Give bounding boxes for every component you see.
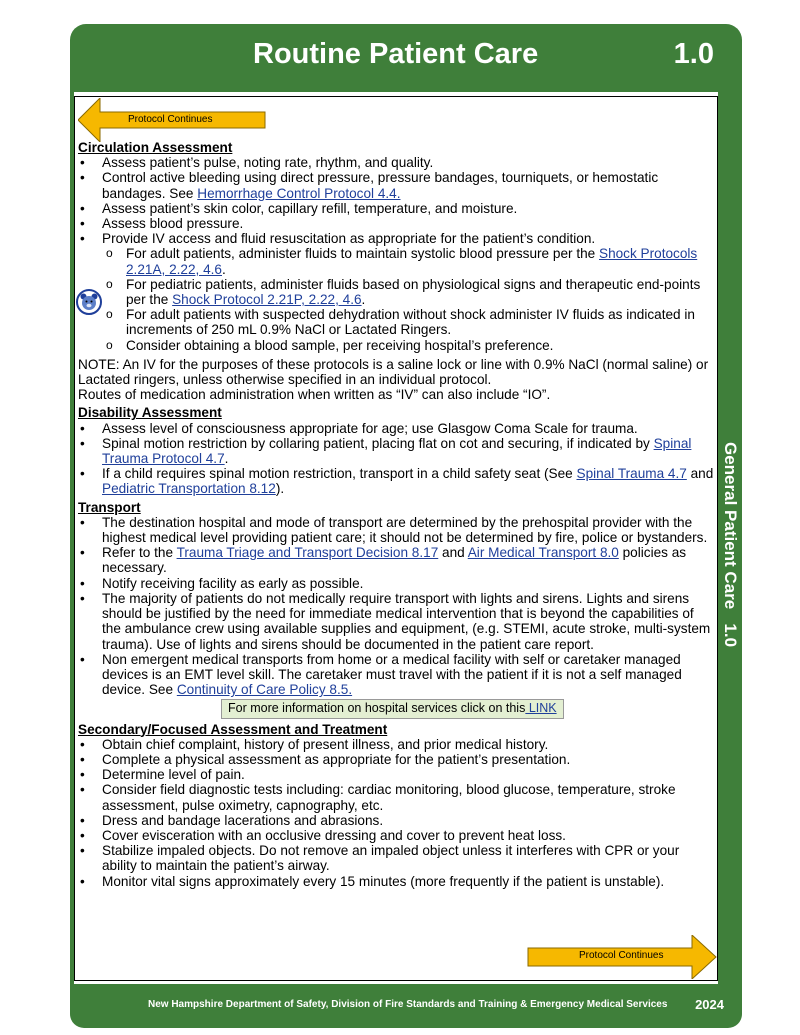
list-item bbox=[78, 231, 714, 353]
list-item: • The majority of patients do not medically require transport with lights and sirens. Lights and sirens should be justified by the need for immediate medical intervention that is beyond the capabilities of the ambulance crew using available supplies and equipment, (e.g. STEMI, acute stroke, multi-system trauma). Use of lights and sirens should be documented in the patient care report. bbox=[78, 591, 714, 652]
list-item: • Spinal motion restriction by collaring patient, placing flat on cot and securing, if indicated by Spinal Trauma Protocol 4.7. bbox=[78, 436, 714, 466]
list-item: • Assess blood pressure. bbox=[78, 216, 714, 231]
sub-item: o For adult patients with suspected dehydration without shock administer IV fluids as indicated in increments of 250 mL 0.9% NaCl or Lactated Ringers. bbox=[102, 307, 714, 337]
list-item-text: Refer to the bbox=[102, 545, 177, 561]
sub-item: o For adult patients, administer fluids to maintain systolic blood pressure per the Shock Protocols 2.21A, 2.22, 4.6. bbox=[102, 246, 714, 276]
air-medical-transport-link[interactable]: Air Medical Transport 8.0 bbox=[467, 545, 619, 561]
list-item: • Stabilize impaled objects. Do not remove an impaled object unless it interferes with CPR or your ability to maintain the patient’s airway. bbox=[78, 843, 714, 873]
side-section-title: General Patient Care 1.0 bbox=[721, 442, 740, 648]
list-item-text: and bbox=[438, 545, 468, 561]
hemorrhage-control-link[interactable]: Hemorrhage Control Protocol 4.4. bbox=[197, 185, 401, 201]
hospital-info-box bbox=[221, 699, 564, 718]
pediatric-shock-protocol-link[interactable]: Shock Protocol 2.21P, 2.22, 4.6 bbox=[172, 292, 362, 308]
footer-year: 2024 bbox=[695, 997, 724, 1012]
list-item: • Complete a physical assessment as appropriate for the patient’s presentation. bbox=[78, 752, 714, 767]
shock-protocols-link[interactable]: Shock Protocols 2.21A, 2.22, 4.6 bbox=[126, 246, 698, 277]
spinal-trauma-protocol-link[interactable]: Spinal Trauma Protocol 4.7 bbox=[102, 435, 692, 467]
list-item bbox=[78, 466, 714, 496]
list-item-text: Spinal motion restriction by collaring patient, placing flat on cot and securing, if indicated by bbox=[102, 435, 654, 451]
sub-item-text: For pediatric patients, administer fluids based on physiological signs and therapeutic end-points per the bbox=[126, 276, 701, 308]
list-item-text: and bbox=[686, 466, 714, 482]
list-item-text: policies as necessary. bbox=[102, 545, 687, 576]
list-item-text: Non emergent medical transports from home or a medical facility with self or caretaker managed devices is an EMT level skill. The caretaker must travel with the patient if it is not a self managed device. See bbox=[102, 651, 682, 698]
list-item: • Cover evisceration with an occlusive dressing and cover to prevent heat loss. bbox=[78, 828, 714, 843]
protocol-continues-back-arrow[interactable] bbox=[78, 98, 266, 142]
continuity-of-care-link[interactable]: Continuity of Care Policy 8.5. bbox=[176, 682, 353, 698]
hospital-services-link[interactable]: LINK bbox=[525, 701, 557, 716]
list-item: • Dress and bandage lacerations and abrasions. bbox=[78, 813, 714, 828]
transport-title: Transport bbox=[78, 499, 141, 515]
list-item-text: Provide IV access and fluid resuscitation as appropriate for the patient’s condition. bbox=[102, 231, 596, 247]
note-line: Routes of medication administration when written as “IV” can also include “IO”. bbox=[78, 387, 551, 403]
page-footer bbox=[70, 984, 742, 1028]
iv-sublist bbox=[102, 246, 714, 352]
secondary-list bbox=[78, 737, 714, 889]
note-line: NOTE: An IV for the purposes of these protocols is a saline lock or line with 0.9% NaCl (normal saline) or Lactated ringers, unless otherwise specified in an individual protocol. bbox=[78, 356, 709, 388]
info-text: For more information on hospital services click on this bbox=[228, 701, 526, 716]
page-header bbox=[70, 24, 742, 92]
secondary-title: Secondary/Focused Assessment and Treatment bbox=[78, 721, 388, 737]
spinal-trauma-link[interactable]: Spinal Trauma 4.7 bbox=[576, 466, 687, 482]
trauma-triage-link[interactable]: Trauma Triage and Transport Decision 8.17 bbox=[176, 545, 439, 561]
list-item: • Assess patient’s skin color, capillary refill, temperature, and moisture. bbox=[78, 201, 714, 216]
list-item bbox=[78, 652, 714, 698]
list-item-text: If a child requires spinal motion restriction, transport in a child safety seat (See bbox=[102, 466, 577, 482]
transport-list bbox=[78, 515, 714, 697]
list-item: • Assess level of consciousness appropriate for age; use Glasgow Coma Scale for trauma. bbox=[78, 421, 714, 436]
list-item: • Consider field diagnostic tests including: cardiac monitoring, blood glucose, temperature, stroke assessment, pulse oximetry, capnography, etc. bbox=[78, 782, 714, 812]
protocol-continues-next-arrow[interactable] bbox=[527, 935, 717, 979]
sub-item: o Consider obtaining a blood sample, per receiving hospital’s preference. bbox=[102, 338, 714, 353]
protocol-continues-label: Protocol Continues bbox=[579, 950, 664, 961]
protocol-content bbox=[78, 140, 714, 889]
list-item-text: Control active bleeding using direct pressure, pressure bandages, tourniquets, or hemostatic bandages. See bbox=[102, 170, 659, 201]
list-item: • Determine level of pain. bbox=[78, 767, 714, 782]
circulation-list bbox=[78, 155, 714, 353]
list-item: • Notify receiving facility as early as possible. bbox=[78, 576, 714, 591]
list-item bbox=[78, 170, 714, 200]
protocol-continues-label: Protocol Continues bbox=[128, 114, 213, 125]
list-item: • The destination hospital and mode of transport are determined by the prehospital provider with the highest medical level providing patient care; it should not be determined by fire, police or bystanders. bbox=[78, 515, 714, 545]
disability-list bbox=[78, 421, 714, 497]
page-title: Routine Patient Care bbox=[253, 38, 539, 70]
circulation-title: Circulation Assessment bbox=[78, 140, 233, 155]
list-item bbox=[78, 545, 714, 575]
sub-item-text: For adult patients, administer fluids to maintain systolic blood pressure per the bbox=[126, 246, 599, 262]
list-item: • Monitor vital signs approximately every 15 minutes (more frequently if the patient is unstable). bbox=[78, 874, 714, 889]
disability-title: Disability Assessment bbox=[78, 405, 222, 421]
list-item: • Assess patient’s pulse, noting rate, rhythm, and quality. bbox=[78, 155, 714, 170]
protocol-number: 1.0 bbox=[673, 38, 714, 70]
pediatric-transportation-link[interactable]: Pediatric Transportation 8.12 bbox=[102, 481, 276, 497]
footer-organization: New Hampshire Department of Safety, Division of Fire Standards and Training & Emergency Medical Services bbox=[148, 999, 668, 1010]
sub-item: o For pediatric patients, administer fluids based on physiological signs and therapeutic end-points per the Shock Protocol 2.21P, 2.22, 4.6. bbox=[102, 277, 714, 307]
list-item-text: ). bbox=[275, 481, 285, 497]
list-item: • Obtain chief complaint, history of present illness, and prior medical history. bbox=[78, 737, 714, 752]
iv-note bbox=[78, 357, 714, 403]
